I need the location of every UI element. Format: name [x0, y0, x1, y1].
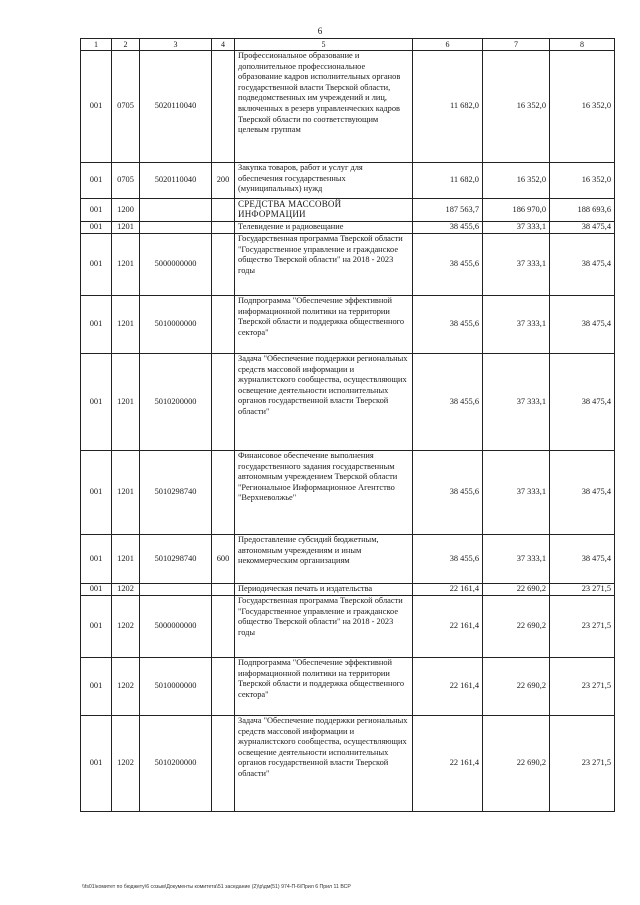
- ministry-code: 001: [81, 222, 112, 234]
- table-row: [81, 296, 615, 354]
- expense-type-code: [212, 51, 235, 163]
- table-row: [81, 451, 615, 535]
- budget-table: [80, 38, 615, 812]
- amount-year-3: 23 271,5: [550, 658, 615, 716]
- expense-type-code: [212, 716, 235, 812]
- ministry-code: 001: [81, 199, 112, 222]
- ministry-code: 001: [81, 596, 112, 658]
- section-code: 1202: [112, 716, 140, 812]
- amount-year-3: 23 271,5: [550, 596, 615, 658]
- table-row: [81, 596, 615, 658]
- column-header: 8: [550, 39, 615, 51]
- amount-year-2: 16 352,0: [483, 163, 550, 199]
- ministry-code: 001: [81, 51, 112, 163]
- amount-year-3: 38 475,4: [550, 222, 615, 234]
- row-description: Периодическая печать и издательства: [235, 584, 413, 596]
- amount-year-2: 37 333,1: [483, 451, 550, 535]
- column-header: 3: [140, 39, 212, 51]
- table-row: [81, 222, 615, 234]
- target-article-code: [140, 222, 212, 234]
- amount-year-1: 38 455,6: [413, 296, 483, 354]
- expense-type-code: [212, 451, 235, 535]
- target-article-code: 5010000000: [140, 296, 212, 354]
- amount-year-1: 38 455,6: [413, 354, 483, 451]
- ministry-code: 001: [81, 658, 112, 716]
- table-row: [81, 163, 615, 199]
- amount-year-3: 38 475,4: [550, 535, 615, 584]
- amount-year-2: 22 690,2: [483, 584, 550, 596]
- section-code: 1202: [112, 658, 140, 716]
- column-number-row: [81, 39, 615, 51]
- table-row: [81, 584, 615, 596]
- section-code: 0705: [112, 163, 140, 199]
- amount-year-2: 37 333,1: [483, 535, 550, 584]
- row-description: Государственная программа Тверской области "Государственное управление и гражданское общество Тверской области" на 2018 - 2023 годы: [235, 596, 413, 658]
- row-description: Предоставление субсидий бюджетным, автономным учреждениям и иным некоммерческим организациям: [235, 535, 413, 584]
- amount-year-1: 38 455,6: [413, 234, 483, 296]
- amount-year-2: 22 690,2: [483, 596, 550, 658]
- column-header: 7: [483, 39, 550, 51]
- table-row: [81, 199, 615, 222]
- ministry-code: 001: [81, 163, 112, 199]
- section-code: 1202: [112, 596, 140, 658]
- table-row: [81, 535, 615, 584]
- expense-type-code: [212, 596, 235, 658]
- row-description: Подпрограмма "Обеспечение эффективной информационной политики на территории Тверской области и поддержка общественного сектора": [235, 296, 413, 354]
- target-article-code: 5010200000: [140, 354, 212, 451]
- amount-year-3: 23 271,5: [550, 584, 615, 596]
- amount-year-2: 37 333,1: [483, 222, 550, 234]
- ministry-code: 001: [81, 584, 112, 596]
- expense-type-code: 600: [212, 535, 235, 584]
- section-code: 1202: [112, 584, 140, 596]
- amount-year-3: 23 271,5: [550, 716, 615, 812]
- row-description: Подпрограмма "Обеспечение эффективной информационной политики на территории Тверской области и поддержка общественного сектора": [235, 658, 413, 716]
- amount-year-1: 22 161,4: [413, 658, 483, 716]
- expense-type-code: [212, 658, 235, 716]
- section-code: 1201: [112, 222, 140, 234]
- target-article-code: [140, 584, 212, 596]
- amount-year-2: 37 333,1: [483, 234, 550, 296]
- amount-year-2: 22 690,2: [483, 716, 550, 812]
- column-header: 4: [212, 39, 235, 51]
- table-row: [81, 716, 615, 812]
- amount-year-1: 22 161,4: [413, 596, 483, 658]
- row-description: Задача "Обеспечение поддержки региональных средств массовой информации и журналистского сообщества, осуществляющих освещение деятельности исполнительных органов государственной власти Тверской области": [235, 716, 413, 812]
- table-row: [81, 354, 615, 451]
- row-description: Финансовое обеспечение выполнения государственного задания государственным автономным учреждением Тверской области "Региональное Информационное Агентство "Верхневолжье": [235, 451, 413, 535]
- section-code: 1200: [112, 199, 140, 222]
- expense-type-code: [212, 234, 235, 296]
- target-article-code: 5020110040: [140, 51, 212, 163]
- ministry-code: 001: [81, 234, 112, 296]
- amount-year-1: 22 161,4: [413, 584, 483, 596]
- amount-year-2: 37 333,1: [483, 354, 550, 451]
- page-number: 6: [317, 26, 323, 36]
- row-description: Закупка товаров, работ и услуг для обеспечения государственных (муниципальных) нужд: [235, 163, 413, 199]
- amount-year-1: 22 161,4: [413, 716, 483, 812]
- amount-year-3: 38 475,4: [550, 296, 615, 354]
- amount-year-1: 38 455,6: [413, 451, 483, 535]
- ministry-code: 001: [81, 296, 112, 354]
- row-description: СРЕДСТВА МАССОВОЙ ИНФОРМАЦИИ: [235, 199, 413, 222]
- section-code: 1201: [112, 296, 140, 354]
- amount-year-3: 16 352,0: [550, 163, 615, 199]
- section-code: 1201: [112, 234, 140, 296]
- expense-type-code: [212, 296, 235, 354]
- section-code: 1201: [112, 451, 140, 535]
- amount-year-3: 188 693,6: [550, 199, 615, 222]
- amount-year-2: 37 333,1: [483, 296, 550, 354]
- file-path-footer: \\fs01\комитет по бюджету\6 созыв\Документы комитета\51 заседание (2)\р\дм(51) 974-П-6\Прил 6 Прил 11 ВСР: [82, 884, 351, 890]
- row-description: Телевидение и радиовещание: [235, 222, 413, 234]
- target-article-code: [140, 199, 212, 222]
- column-header: 6: [413, 39, 483, 51]
- amount-year-1: 38 455,6: [413, 535, 483, 584]
- expense-type-code: [212, 354, 235, 451]
- target-article-code: 5010298740: [140, 451, 212, 535]
- amount-year-1: 187 563,7: [413, 199, 483, 222]
- amount-year-2: 186 970,0: [483, 199, 550, 222]
- table-row: [81, 658, 615, 716]
- section-code: 1201: [112, 535, 140, 584]
- expense-type-code: [212, 584, 235, 596]
- expense-type-code: [212, 199, 235, 222]
- amount-year-3: 38 475,4: [550, 234, 615, 296]
- row-description: Государственная программа Тверской области "Государственное управление и гражданское общество Тверской области" на 2018 - 2023 годы: [235, 234, 413, 296]
- section-code: 0705: [112, 51, 140, 163]
- target-article-code: 5000000000: [140, 234, 212, 296]
- column-header: 5: [235, 39, 413, 51]
- amount-year-2: 22 690,2: [483, 658, 550, 716]
- column-header: 1: [81, 39, 112, 51]
- expense-type-code: [212, 222, 235, 234]
- ministry-code: 001: [81, 716, 112, 812]
- ministry-code: 001: [81, 354, 112, 451]
- target-article-code: 5020110040: [140, 163, 212, 199]
- target-article-code: 5000000000: [140, 596, 212, 658]
- expense-type-code: 200: [212, 163, 235, 199]
- target-article-code: 5010298740: [140, 535, 212, 584]
- column-header: 2: [112, 39, 140, 51]
- amount-year-1: 11 682,0: [413, 51, 483, 163]
- amount-year-1: 11 682,0: [413, 163, 483, 199]
- row-description: Задача "Обеспечение поддержки региональных средств массовой информации и журналистского сообщества, осуществляющих освещение деятельности исполнительных органов государственной власти Тверской области": [235, 354, 413, 451]
- amount-year-3: 38 475,4: [550, 354, 615, 451]
- target-article-code: 5010000000: [140, 658, 212, 716]
- ministry-code: 001: [81, 535, 112, 584]
- section-code: 1201: [112, 354, 140, 451]
- row-description: Профессиональное образование и дополнительное профессиональное образование кадров исполнительных органов государственной власти Тверской области, подведомственных им учреждений и лиц, включенных в резерв управленческих кадров Тверской области по соответствующим целевым группам: [235, 51, 413, 163]
- amount-year-3: 38 475,4: [550, 451, 615, 535]
- amount-year-1: 38 455,6: [413, 222, 483, 234]
- amount-year-3: 16 352,0: [550, 51, 615, 163]
- table-row: [81, 51, 615, 163]
- amount-year-2: 16 352,0: [483, 51, 550, 163]
- ministry-code: 001: [81, 451, 112, 535]
- table-row: [81, 234, 615, 296]
- target-article-code: 5010200000: [140, 716, 212, 812]
